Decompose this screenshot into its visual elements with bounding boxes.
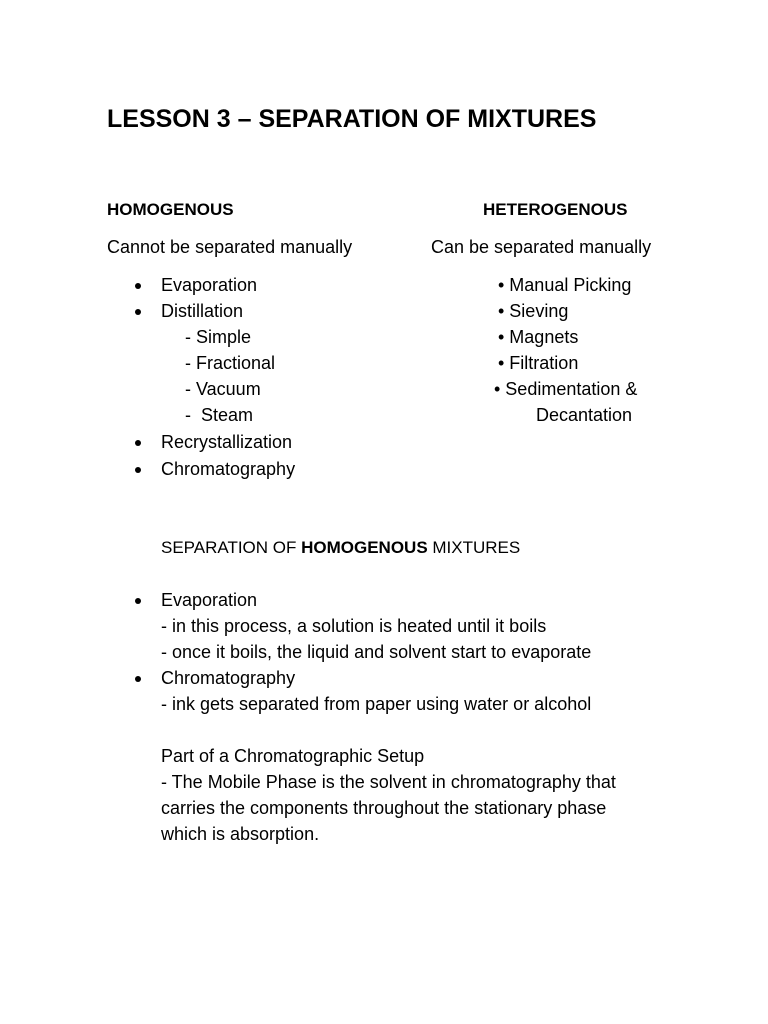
heterogenous-heading: HETEROGENOUS <box>483 200 628 219</box>
setup-title: Part of a Chromatographic Setup <box>161 746 425 766</box>
homogenous-item-recrystallization: Recrystallization <box>161 432 293 452</box>
heterogenous-item-sieving: • Sieving <box>498 301 569 321</box>
heterogenous-item-magnets: • Magnets <box>498 327 579 347</box>
distillation-sub-vacuum: - Vacuum <box>185 379 261 399</box>
homogenous-item-evaporation: Evaporation <box>161 275 258 295</box>
distillation-sub-simple: - Simple <box>185 327 252 347</box>
setup-line-1: - The Mobile Phase is the solvent in chromatography that <box>161 772 616 792</box>
bullet-icon <box>135 283 141 289</box>
section-heading-bold: HOMOGENOUS <box>301 538 428 557</box>
heterogenous-item-manual-picking: • Manual Picking <box>498 275 632 295</box>
section-evaporation-label: Evaporation <box>161 590 258 610</box>
bullet-icon <box>135 309 141 315</box>
homogenous-item-distillation: Distillation <box>161 301 244 321</box>
homogenous-item-chromatography: Chromatography <box>161 459 296 479</box>
bullet-icon <box>135 676 141 682</box>
heterogenous-item-decantation: Decantation <box>536 405 633 425</box>
distillation-sub-fractional: - Fractional <box>185 353 276 373</box>
section-heading-suffix: MIXTURES <box>427 538 521 557</box>
section-chromatography-line-1: - ink gets separated from paper using water or alcohol <box>161 694 592 714</box>
section-heading-prefix: SEPARATION OF <box>161 538 302 557</box>
bullet-icon <box>135 440 141 446</box>
heterogenous-item-filtration: • Filtration <box>498 353 579 373</box>
setup-line-3: which is absorption. <box>161 824 320 844</box>
heterogenous-subtitle: Can be separated manually <box>431 237 652 257</box>
distillation-sub-steam: - Steam <box>185 405 254 425</box>
section-chromatography-label: Chromatography <box>161 668 296 688</box>
heterogenous-item-sedimentation: • Sedimentation & <box>494 379 638 399</box>
section-evaporation-line-1: - in this process, a solution is heated until it boils <box>161 616 547 636</box>
homogenous-heading: HOMOGENOUS <box>107 200 234 219</box>
page-title: LESSON 3 – SEPARATION OF MIXTURES <box>107 105 597 133</box>
bullet-icon <box>135 467 141 473</box>
setup-line-2: carries the components throughout the stationary phase <box>161 798 607 818</box>
homogenous-subtitle: Cannot be separated manually <box>107 237 353 257</box>
section-evaporation-line-2: - once it boils, the liquid and solvent start to evaporate <box>161 642 592 662</box>
section-heading <box>161 535 520 561</box>
bullet-icon <box>135 598 141 604</box>
